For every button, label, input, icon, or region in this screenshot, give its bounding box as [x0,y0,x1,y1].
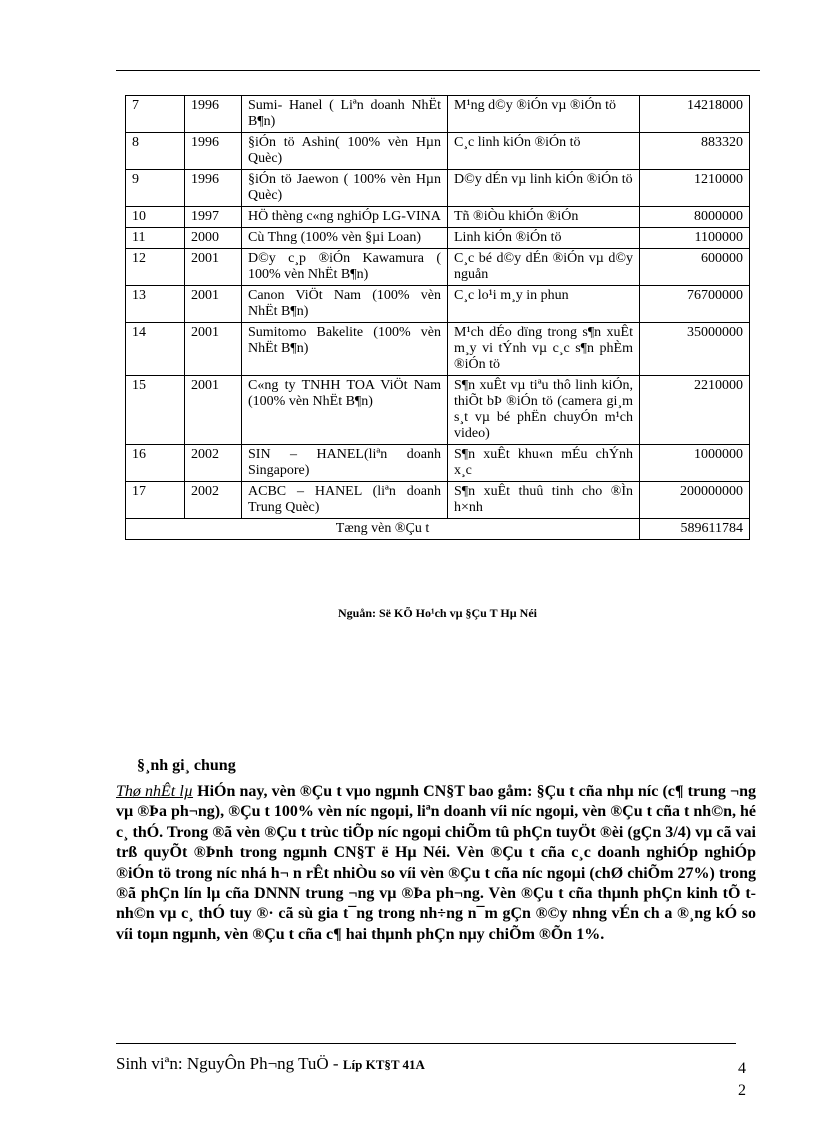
row-capital: 1100000 [640,228,750,249]
row-capital: 1000000 [640,445,750,482]
row-products: S¶n xuÊt vµ tiªu thô linh kiÓn, thiÕt bÞ ®iÓn tö (camera gi¸m s¸t vµ bé phËn chuyÓn m¹ch video) [448,376,640,445]
row-company: C«ng ty TNHH TOA ViÖt Nam (100% vèn NhËt B¶n) [242,376,448,445]
row-year: 2000 [185,228,242,249]
row-products: M¹ng d©y ®iÓn vµ ®iÓn tö [448,96,640,133]
body-paragraph [116,782,756,945]
row-number: 16 [126,445,185,482]
row-company: Sumi- Hanel ( Liªn doanh NhËt B¶n) [242,96,448,133]
row-year: 2001 [185,249,242,286]
row-products: S¶n xuÊt thuû tinh cho ®Ìn h×nh [448,482,640,519]
row-company: Cù Thng (100% vèn §µi Loan) [242,228,448,249]
row-company: §iÓn tö Jaewon ( 100% vèn Hµn Quèc) [242,170,448,207]
row-capital: 8000000 [640,207,750,228]
row-company: Canon ViÖt Nam (100% vèn NhËt B¶n) [242,286,448,323]
row-products: Tñ ®iÒu khiÓn ®iÓn [448,207,640,228]
table-row [126,96,750,133]
footer-rule [116,1043,736,1044]
row-products: S¶n xuÊt khu«n mÉu chÝnh x¸c [448,445,640,482]
row-year: 2001 [185,323,242,376]
row-year: 2002 [185,445,242,482]
row-year: 2002 [185,482,242,519]
investment-table [125,95,750,540]
table-row [126,249,750,286]
footer [116,1054,425,1074]
paragraph-lead: Thø nhÊt lµ [116,783,194,800]
row-capital: 600000 [640,249,750,286]
row-year: 1996 [185,170,242,207]
table-row [126,228,750,249]
table-row [126,323,750,376]
row-capital: 200000000 [640,482,750,519]
row-company: HÖ thèng c«ng nghiÓp LG-VINA [242,207,448,228]
row-number: 10 [126,207,185,228]
table-row [126,445,750,482]
row-number: 11 [126,228,185,249]
row-year: 2001 [185,376,242,445]
row-capital: 35000000 [640,323,750,376]
footer-student: Sinh viªn: NguyÔn Ph¬ng TuÖ - [116,1054,343,1073]
total-label: Tæng vèn ®Çu t [126,519,640,540]
row-products: M¹ch dÉo dïng trong s¶n xuÊt m¸y vi tÝnh vµ c¸c s¶n phÈm ®iÓn tö [448,323,640,376]
row-company: SIN – HANEL(liªn doanh Singapore) [242,445,448,482]
footer-class: Líp KT§T 41A [342,1057,425,1072]
row-number: 17 [126,482,185,519]
row-number: 15 [126,376,185,445]
row-capital: 2210000 [640,376,750,445]
header-rule [116,70,760,71]
section-title: §¸nh gi¸ chung [137,757,236,774]
table-row [126,482,750,519]
row-number: 8 [126,133,185,170]
row-company: D©y c¸p ®iÓn Kawamura ( 100% vèn NhËt B¶n) [242,249,448,286]
paragraph-body: HiÓn nay, vèn ®Çu t vµo ngµnh CN§T bao gåm: §Çu t cña nhµ níc (c¶ trung ¬ng vµ ®Þa ph¬ng), ®Çu t 100% vèn níc ngoµi, liªn doanh víi níc ngoµi, vèn ®Çu t cña t nh©n, hé c¸ thÓ. Trong ®ã vèn ®Çu t trùc tiÕp níc ngoµi chiÕm tû phÇn tuyÖt ®èi (gÇn 3/4) vµ cã vai trß quyÕt ®Þnh trong ngµnh CN§T ë Hµ Néi. Vèn ®Çu t cña c¸c doanh nghiÓp nghiÓp ®iÓn tö trong níc nhá h¬ n rÊt nhiÒu so víi vèn ®Çu t cña níc ngoµi (chØ chiÕm 27%) trong ®ã phÇn lín lµ cña DNNN trung ¬ng vµ ®Þa ph¬ng. Vèn ®Çu t cña thµnh phÇn kinh tÕ t nh©n vµ c¸ thÓ tuy ®· cã sù gia t¯ng trong nh÷ng n¯m gÇn ®©y nhng vÉn ch a ®¸ng kÓ so víi toµn ngµnh, vèn ®Çu t cña c¶ hai thµnh phÇn nµy chiÕm ®Õn 1%. [116,783,756,943]
row-year: 1996 [185,133,242,170]
row-capital: 1210000 [640,170,750,207]
row-products: D©y dÉn vµ linh kiÓn ®iÓn tö [448,170,640,207]
table-row [126,286,750,323]
table-row [126,376,750,445]
row-products: C¸c bé d©y dÉn ®iÓn vµ d©y nguån [448,249,640,286]
row-year: 2001 [185,286,242,323]
row-number: 14 [126,323,185,376]
table-row [126,207,750,228]
row-number: 7 [126,96,185,133]
row-capital: 76700000 [640,286,750,323]
row-company: ACBC – HANEL (liªn doanh Trung Quèc) [242,482,448,519]
row-company: §iÓn tö Ashin( 100% vèn Hµn Quèc) [242,133,448,170]
source-note: Nguån: Së KÕ Ho¹ch vµ §Çu T Hµ Néi [337,606,537,620]
row-number: 13 [126,286,185,323]
table-row [126,170,750,207]
row-capital: 883320 [640,133,750,170]
page-number: 4 2 [738,1060,746,1099]
row-company: Sumitomo Bakelite (100% vèn NhËt B¶n) [242,323,448,376]
row-products: C¸c linh kiÓn ®iÓn tö [448,133,640,170]
row-number: 12 [126,249,185,286]
row-products: Linh kiÓn ®iÓn tö [448,228,640,249]
row-number: 9 [126,170,185,207]
row-year: 1996 [185,96,242,133]
row-year: 1997 [185,207,242,228]
row-products: C¸c lo¹i m¸y in phun [448,286,640,323]
total-row [126,519,750,540]
row-capital: 14218000 [640,96,750,133]
table-row [126,133,750,170]
total-value: 589611784 [640,519,750,540]
